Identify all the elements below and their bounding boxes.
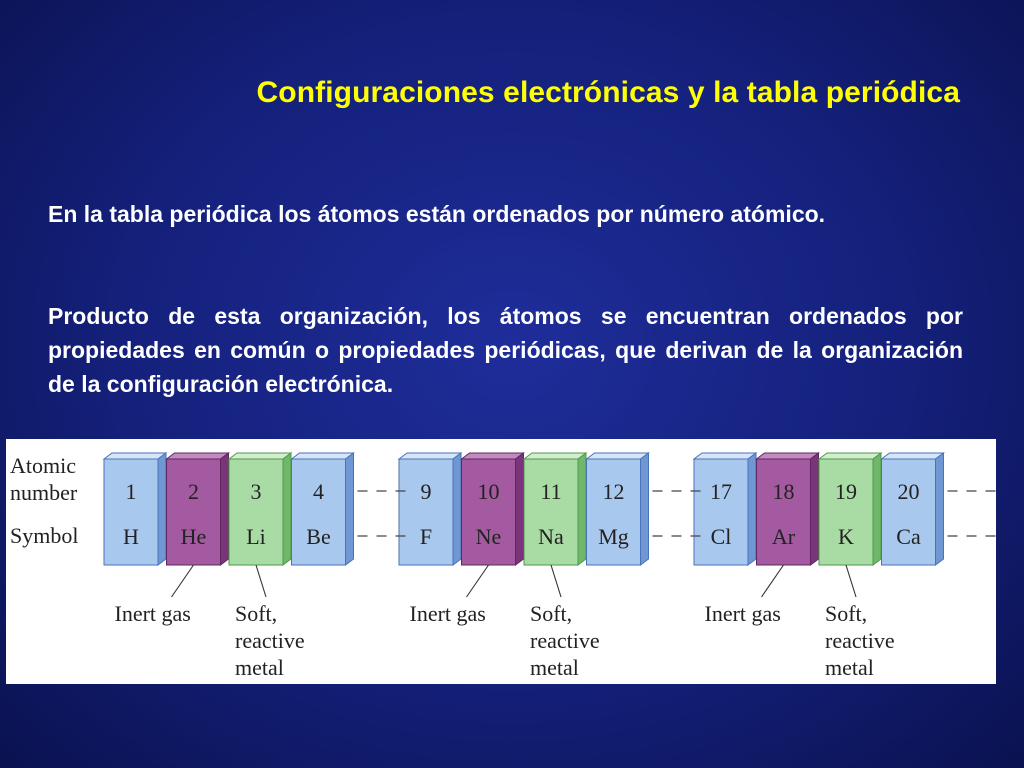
element-symbol-k: K — [838, 524, 854, 549]
element-block-ca — [882, 453, 944, 565]
element-block-h — [104, 453, 166, 565]
element-block-k — [819, 453, 881, 565]
pointer-soft-metal-3 — [846, 565, 856, 597]
block-top-face — [524, 453, 586, 459]
atomic-number-20: 20 — [897, 479, 920, 504]
block-top-face — [292, 453, 354, 459]
soft-metal-label-2-line3: metal — [530, 655, 579, 680]
block-side-face — [221, 453, 229, 565]
element-symbol-li: Li — [246, 524, 266, 549]
inert-gas-label-2: Inert gas — [409, 601, 486, 626]
paragraph-periodic-properties: Producto de esta organización, los átomos se encuentran ordenados por propiedades en común o propiedades periódicas, que derivan de la organización de la configuración electrónica. — [48, 303, 963, 397]
soft-metal-label-3-line1: Soft, — [825, 601, 868, 626]
paragraph-ordering: En la tabla periódica los átomos están ordenados por número atómico. — [48, 201, 826, 227]
soft-metal-label-1-line2: reactive — [235, 628, 305, 653]
block-side-face — [578, 453, 586, 565]
block-top-face — [399, 453, 461, 459]
element-symbol-be: Be — [306, 524, 331, 549]
atomic-number-label-line2: number — [10, 480, 78, 505]
block-front-face — [882, 459, 936, 565]
atomic-number-19: 19 — [835, 479, 857, 504]
block-side-face — [453, 453, 461, 565]
atomic-number-11: 11 — [540, 479, 562, 504]
element-block-ar — [757, 453, 819, 565]
block-top-face — [462, 453, 524, 459]
symbol-row-label: Symbol — [10, 523, 79, 548]
block-top-face — [694, 453, 756, 459]
element-blocks — [104, 453, 944, 565]
block-front-face — [104, 459, 158, 565]
row-labels — [10, 453, 78, 548]
pointer-inert-gas-2 — [467, 565, 489, 597]
block-front-face — [587, 459, 641, 565]
block-top-face — [882, 453, 944, 459]
element-symbol-ar: Ar — [771, 524, 796, 549]
block-side-face — [936, 453, 944, 565]
element-symbol-na: Na — [538, 524, 564, 549]
soft-metal-label-3-line3: metal — [825, 655, 874, 680]
periodic-table-figure — [6, 439, 996, 684]
soft-metal-label-1-line1: Soft, — [235, 601, 278, 626]
atomic-number-12: 12 — [602, 479, 625, 504]
atomic-number-label-line1: Atomic — [10, 453, 76, 478]
soft-metal-label-3-line2: reactive — [825, 628, 895, 653]
block-top-face — [167, 453, 229, 459]
element-block-ne — [462, 453, 524, 565]
block-side-face — [748, 453, 756, 565]
block-front-face — [462, 459, 516, 565]
atomic-number-10: 10 — [477, 479, 500, 504]
element-symbol-f: F — [419, 524, 433, 549]
block-front-face — [819, 459, 873, 565]
element-block-he — [167, 453, 229, 565]
element-symbol-cl: Cl — [710, 524, 732, 549]
block-front-face — [694, 459, 748, 565]
block-front-face — [229, 459, 283, 565]
block-front-face — [524, 459, 578, 565]
atomic-number-18: 18 — [772, 479, 795, 504]
pointer-inert-gas-1 — [172, 565, 194, 597]
element-block-f — [399, 453, 461, 565]
inert-gas-label-1: Inert gas — [114, 601, 191, 626]
element-symbol-ne: Ne — [475, 524, 502, 549]
pointer-soft-metal-1 — [256, 565, 266, 597]
atomic-number-1: 1 — [125, 479, 137, 504]
atomic-number-4: 4 — [313, 479, 324, 504]
element-block-mg — [587, 453, 649, 565]
soft-metal-label-1-line3: metal — [235, 655, 284, 680]
block-side-face — [346, 453, 354, 565]
soft-metal-label-2-line1: Soft, — [530, 601, 573, 626]
block-top-face — [229, 453, 291, 459]
block-side-face — [516, 453, 524, 565]
annotations — [115, 565, 895, 680]
element-symbol-mg: Mg — [598, 524, 629, 549]
element-block-na — [524, 453, 586, 565]
block-front-face — [292, 459, 346, 565]
block-top-face — [587, 453, 649, 459]
block-side-face — [811, 453, 819, 565]
element-symbol-h: H — [123, 524, 139, 549]
element-symbol-he: He — [180, 524, 207, 549]
atomic-number-2: 2 — [188, 479, 199, 504]
element-block-li — [229, 453, 291, 565]
block-top-face — [819, 453, 881, 459]
block-front-face — [757, 459, 811, 565]
element-symbol-ca: Ca — [896, 524, 921, 549]
block-top-face — [104, 453, 166, 459]
atomic-number-9: 9 — [420, 479, 432, 504]
element-block-cl — [694, 453, 756, 565]
soft-metal-label-2-line2: reactive — [530, 628, 600, 653]
block-side-face — [873, 453, 881, 565]
block-top-face — [757, 453, 819, 459]
atomic-number-17: 17 — [710, 479, 732, 504]
inert-gas-label-3: Inert gas — [704, 601, 781, 626]
element-block-be — [292, 453, 354, 565]
block-side-face — [641, 453, 649, 565]
figure-canvas — [6, 439, 996, 684]
atomic-number-3: 3 — [250, 479, 262, 504]
block-front-face — [167, 459, 221, 565]
pointer-inert-gas-3 — [762, 565, 784, 597]
slide-title: Configuraciones electrónicas y la tabla periódica — [256, 76, 960, 109]
block-side-face — [158, 453, 166, 565]
block-front-face — [399, 459, 453, 565]
block-side-face — [283, 453, 291, 565]
pointer-soft-metal-2 — [551, 565, 561, 597]
